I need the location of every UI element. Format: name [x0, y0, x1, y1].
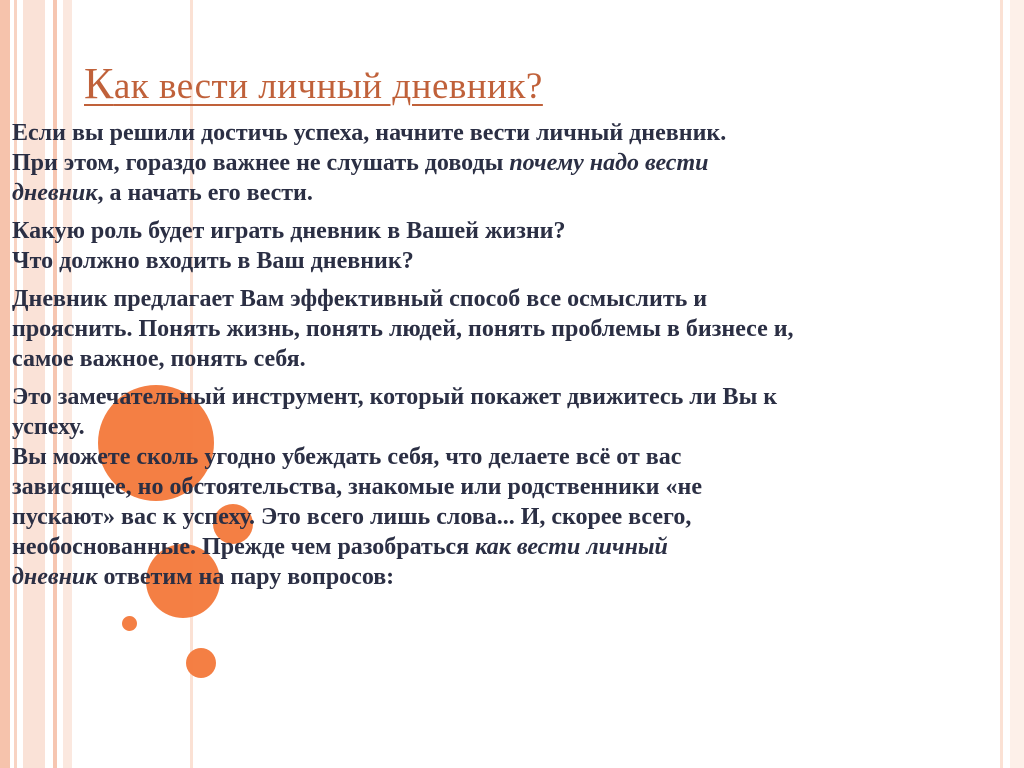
- emphasis-text: как вести личный: [475, 534, 668, 560]
- text-line: необоснованные. Прежде чем разобраться: [12, 534, 476, 560]
- text-line: Какую роль будет играть дневник в Вашей жизни?: [12, 218, 566, 244]
- emphasis-text: почему надо вести: [509, 150, 709, 176]
- text-line: пускают» вас к успеху. Это всего лишь слова... И, скорее всего,: [12, 504, 692, 530]
- text-line: прояснить. Понять жизнь, понять людей, понять проблемы в бизнесе и,: [12, 316, 794, 342]
- emphasis-text: дневник: [12, 564, 98, 590]
- title-rest: ак вести личный дневник?: [113, 66, 543, 107]
- paragraph: [12, 118, 1012, 208]
- text-line: При этом, гораздо важнее не слушать доводы: [12, 150, 510, 176]
- page-title: [84, 58, 543, 109]
- text-line: , а начать его вести.: [97, 180, 313, 206]
- body-text: [12, 118, 1012, 600]
- paragraph: [12, 216, 1012, 276]
- stripe: [0, 0, 10, 768]
- text-line: ответим на пару вопросов:: [97, 564, 395, 590]
- text-line: Дневник предлагает Вам эффективный способ все осмыслить и: [12, 286, 708, 312]
- text-line: зависящее, но обстоятельства, знакомые или родственники «не: [12, 474, 702, 500]
- text-line: Что должно входить в Ваш дневник?: [12, 248, 414, 274]
- text-line: успеху.: [12, 414, 85, 440]
- title-first-letter: К: [84, 59, 114, 108]
- text-line: Вы можете сколь угодно убеждать себя, что делаете всё от вас: [12, 444, 682, 470]
- text-line: самое важное, понять себя.: [12, 346, 306, 372]
- text-line: Это замечательный инструмент, который покажет движитесь ли Вы к: [12, 384, 778, 410]
- stripe: [1010, 0, 1024, 768]
- text-line: Если вы решили достичь успеха, начните вести личный дневник.: [12, 120, 727, 146]
- tiny-circle: [122, 616, 137, 631]
- small-circle: [186, 648, 216, 678]
- paragraph: [12, 382, 1012, 592]
- emphasis-text: дневник: [12, 180, 98, 206]
- paragraph: [12, 284, 1012, 374]
